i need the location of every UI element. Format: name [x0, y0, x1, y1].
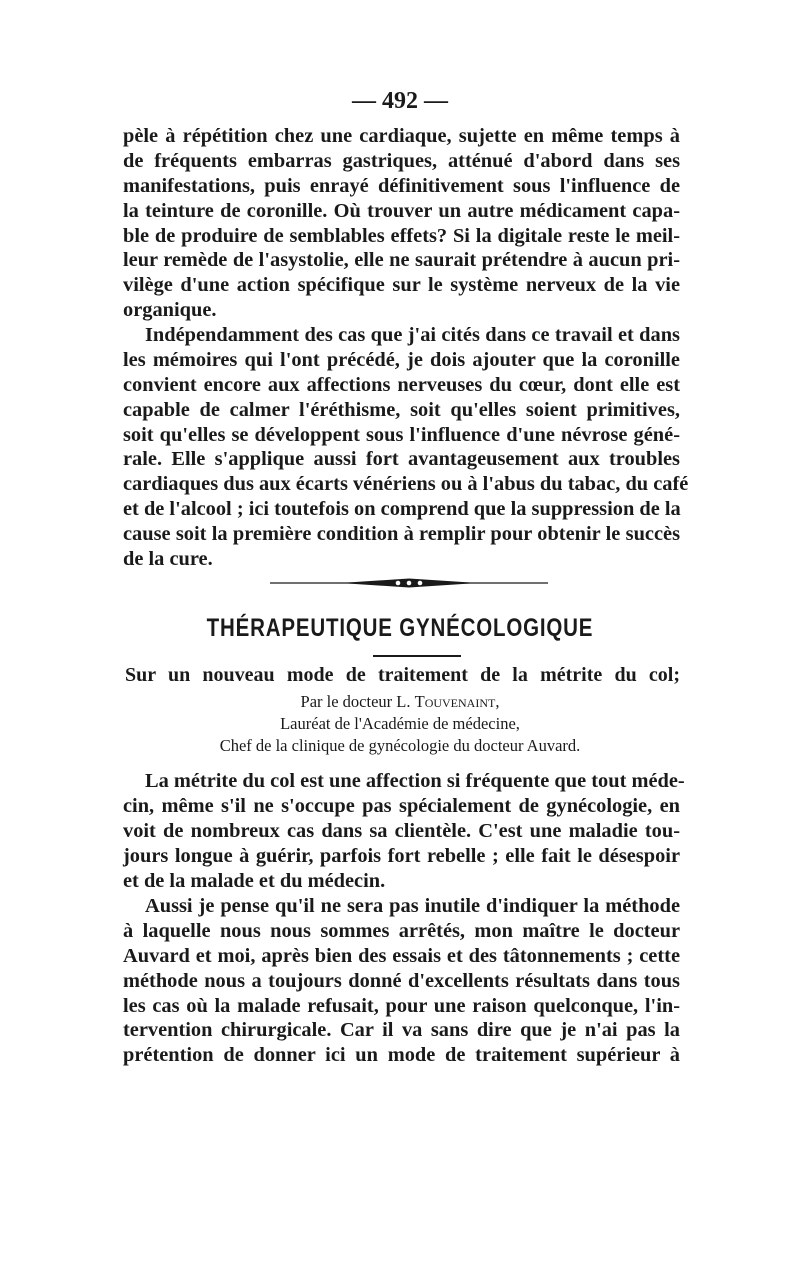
text-line: vilège d'une action spécifique sur le système nerveux de la vie [123, 274, 680, 297]
byline-title: Lauréat de l'Académie de médecine, [280, 714, 520, 733]
text-line: jours longue à guérir, parfois fort rebelle ; elle fait le désespoir [123, 844, 680, 867]
text-line: ble de produire de semblables effets? Si la digitale reste le meil- [123, 224, 680, 247]
text-line: cin, même s'il ne s'occupe pas spécialement de gynécologie, en [123, 794, 680, 817]
author-name: Touvenaint [414, 692, 496, 711]
byline-prefix: Par le docteur L. [300, 692, 415, 711]
article-title: Sur un nouveau mode de traitement de la métrite du col; [125, 664, 680, 686]
text-line: Auvard et moi, après bien des essais et des tâtonnements ; cette [123, 944, 680, 967]
text-line: et de la malade et du médecin. [123, 869, 386, 892]
page-number: — 492 — [352, 88, 448, 114]
text-line: à laquelle nous nous sommes arrêtés, mon maître le docteur [123, 919, 680, 942]
text-line: voit de nombreux cas dans sa clientèle. C'est une maladie tou- [123, 819, 680, 842]
byline-affiliation: Chef de la clinique de gynécologie du docteur Auvard. [219, 736, 581, 755]
text-line: rale. Elle s'applique aussi fort avantageusement aux troubles [123, 448, 680, 471]
heading-underline [373, 655, 461, 657]
text-line: et de l'alcool ; ici toutefois on comprend que la suppression de la [123, 498, 681, 521]
text-line: tervention chirurgicale. Car il va sans dire que je n'ai pas la [123, 1019, 680, 1042]
text-line: Aussi je pense qu'il ne sera pas inutile d'indiquer la méthode [145, 895, 680, 917]
text-line: organique. [123, 299, 217, 322]
text-line: la teinture de coronille. Où trouver un autre médicament capa- [123, 199, 680, 222]
text-line: convient encore aux affections nerveuses du cœur, dont elle est [123, 373, 680, 396]
text-line: de la cure. [123, 548, 213, 571]
text-line: leur remède de l'asystolie, elle ne saurait prétendre à aucun pri- [123, 249, 680, 272]
paragraph-methode [123, 894, 680, 1068]
text-line: de fréquents embarras gastriques, atténué d'abord dans ses [123, 149, 680, 172]
section-heading: THÉRAPEUTIQUE GYNÉCOLOGIQUE [206, 614, 594, 642]
paragraph-metrite [123, 769, 685, 893]
paragraph-continuation [123, 124, 680, 323]
text-line: cause soit la première condition à remplir pour obtenir le succès [123, 523, 680, 546]
text-line: prétention de donner ici un mode de traitement supérieur à [123, 1044, 680, 1067]
text-line: cardiaques dus aux écarts vénériens ou à l'abus du tabac, du café [123, 473, 689, 496]
byline-author [0, 692, 800, 712]
ornament-divider [270, 577, 548, 589]
text-line: soit qu'elles se développent sous l'influence d'une névrose géné- [123, 423, 680, 446]
text-line: La métrite du col est une affection si fréquente que tout méde- [145, 770, 685, 792]
text-line: les mémoires qui l'ont précédé, je dois ajouter que la coronille [123, 348, 680, 371]
text-line: capable de calmer l'éréthisme, soit qu'elles soient primitives, [123, 398, 680, 421]
text-line: les cas où la malade refusait, pour une raison quelconque, l'in- [123, 994, 680, 1017]
text-line: pèle à répétition chez une cardiaque, sujette en même temps à [123, 125, 680, 147]
byline-suffix: , [495, 692, 500, 711]
text-line: Indépendamment des cas que j'ai cités dans ce travail et dans [145, 324, 680, 346]
text-line: manifestations, puis enrayé définitivement sous l'influence de [123, 174, 680, 197]
text-line: méthode nous a toujours donné d'excellents résultats dans tous [123, 969, 680, 992]
paragraph-coronille [123, 323, 689, 572]
